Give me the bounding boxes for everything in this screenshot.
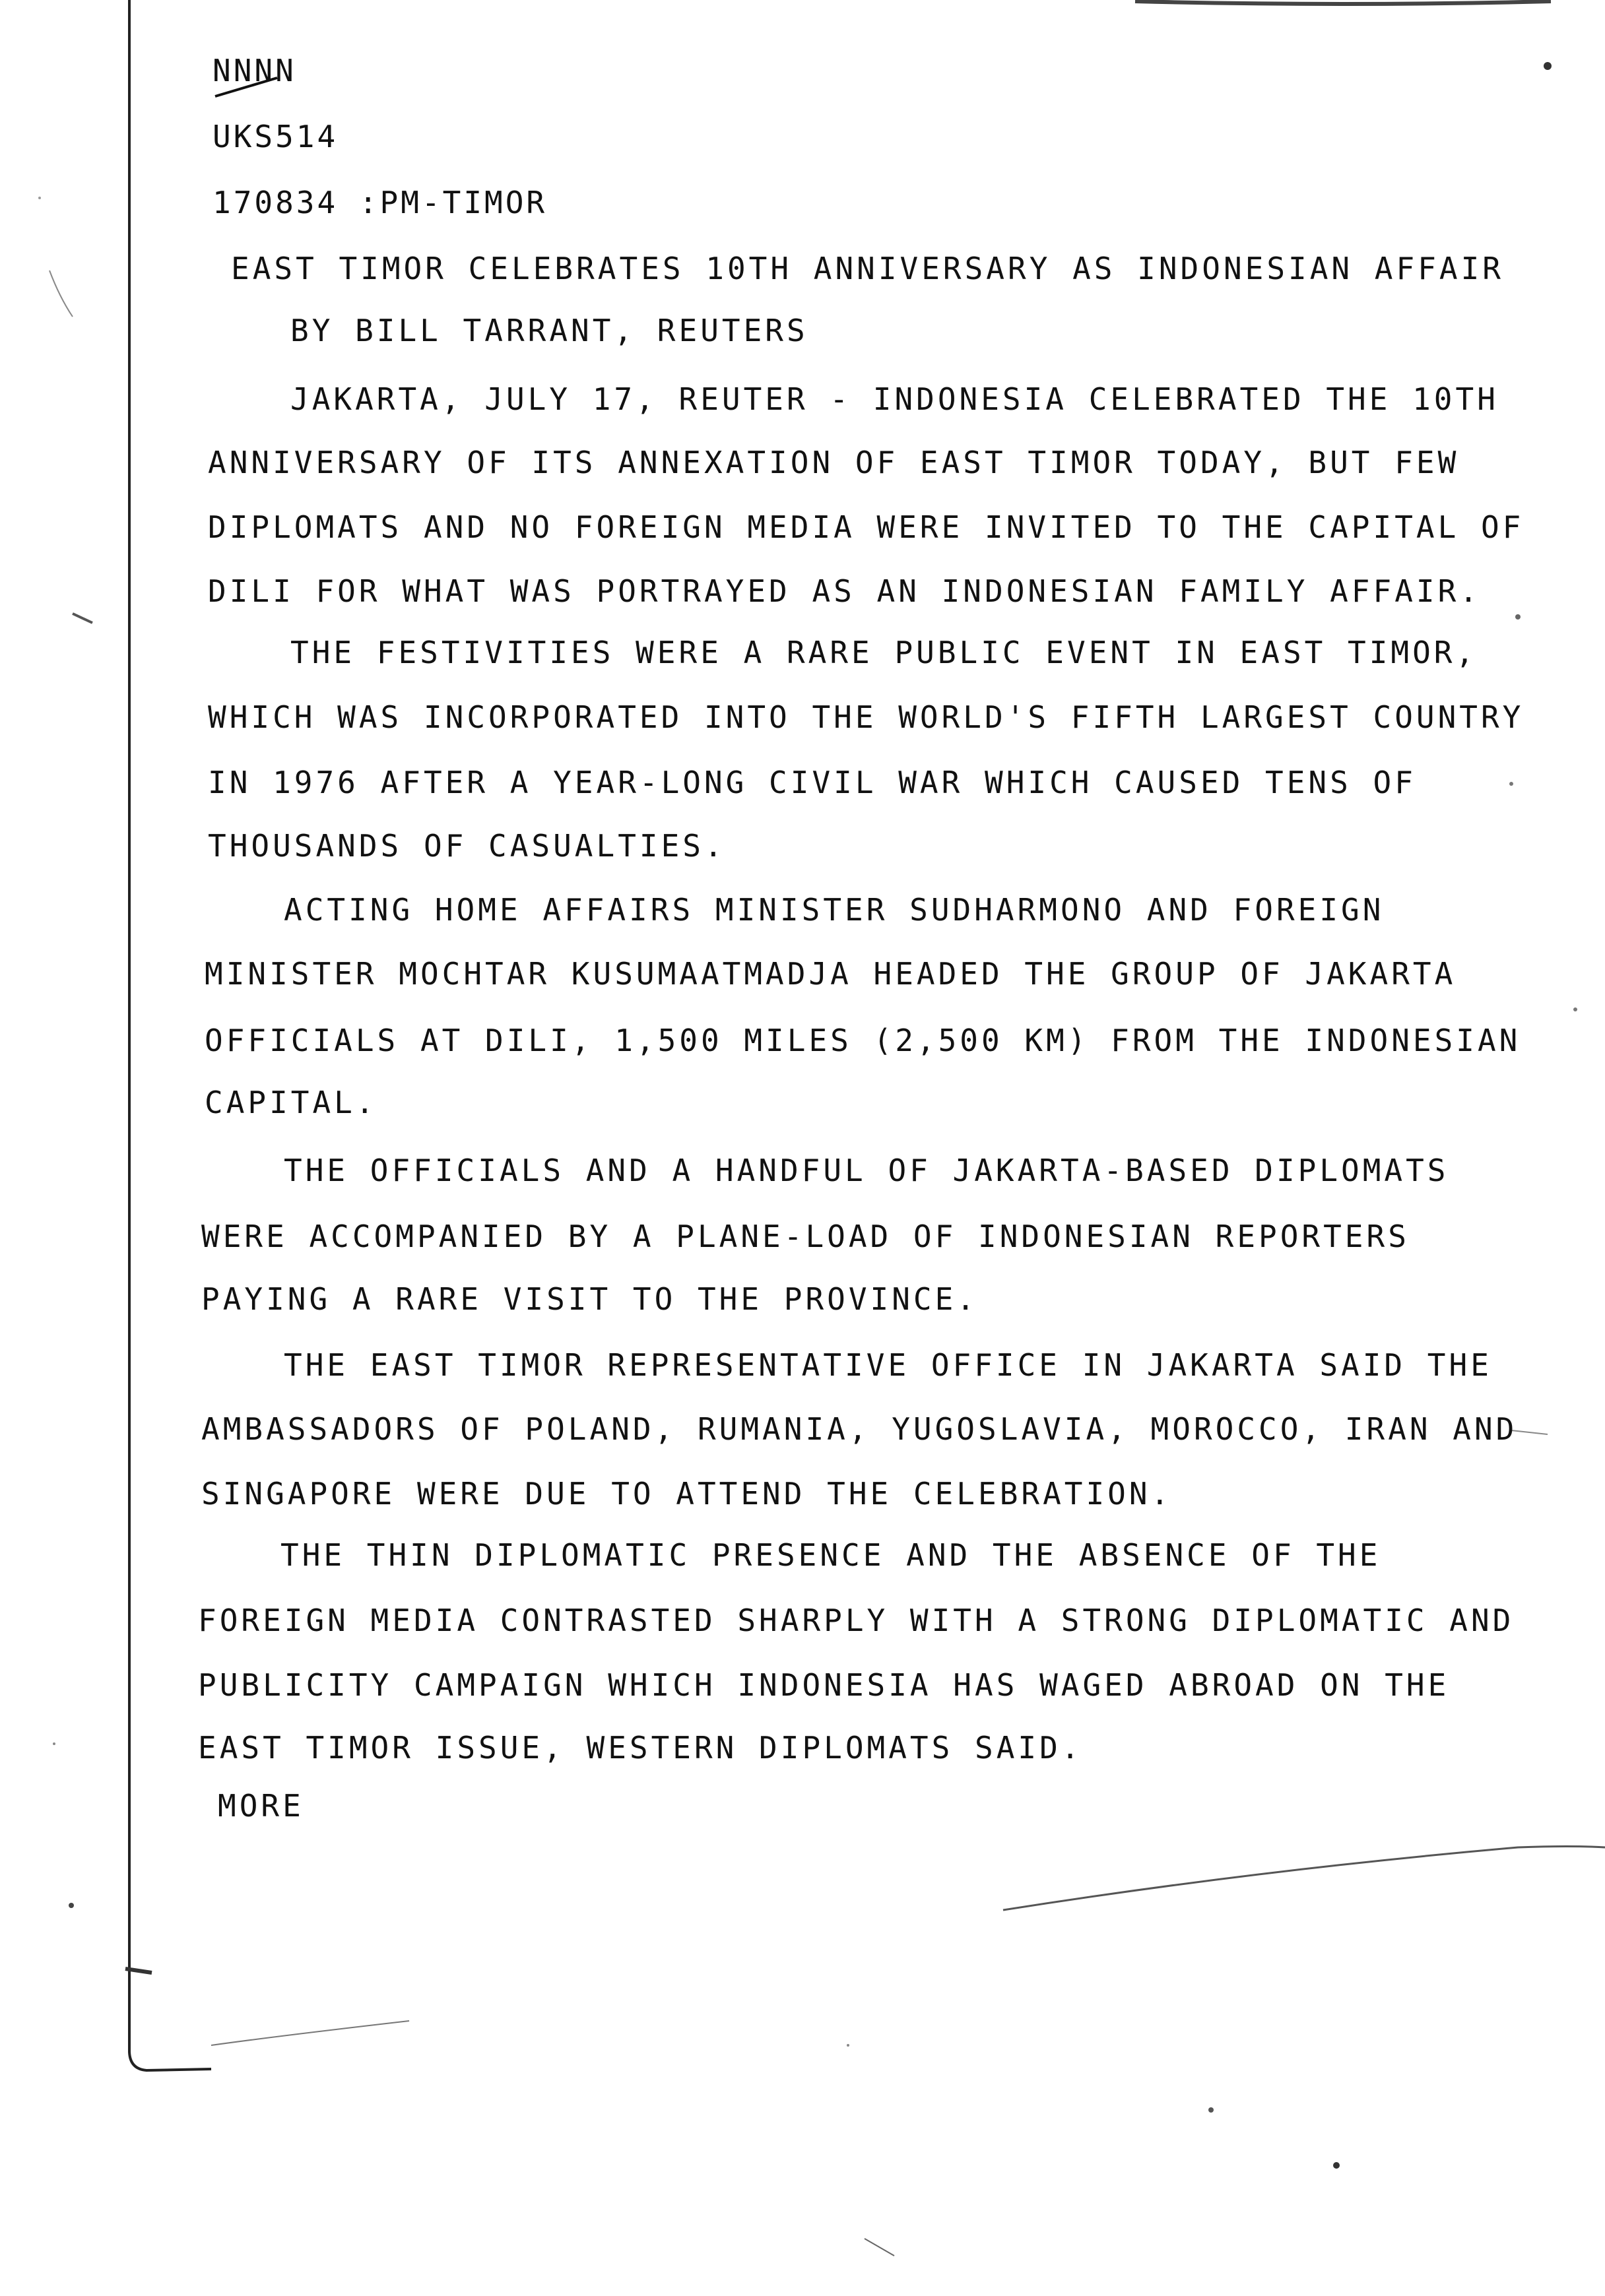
footer-more: MORE (218, 1788, 304, 1824)
paragraph-6-line-2: FOREIGN MEDIA CONTRASTED SHARPLY WITH A STRONG DIPLOMATIC AND (198, 1603, 1515, 1638)
paragraph-4-line-2: WERE ACCOMPANIED BY A PLANE-LOAD OF INDONESIAN REPORTERS (201, 1219, 1410, 1254)
paragraph-1-line-1: JAKARTA, JULY 17, REUTER - INDONESIA CELEBRATED THE 10TH (290, 381, 1499, 417)
paragraph-6-line-3: PUBLICITY CAMPAIGN WHICH INDONESIA HAS WAGED ABROAD ON THE (198, 1667, 1450, 1703)
paragraph-2-line-3: IN 1976 AFTER A YEAR-LONG CIVIL WAR WHICH CAUSED TENS OF (208, 765, 1416, 800)
paragraph-6-line-4: EAST TIMOR ISSUE, WESTERN DIPLOMATS SAID. (198, 1730, 1083, 1766)
paragraph-1-line-3: DIPLOMATS AND NO FOREIGN MEDIA WERE INVITED TO THE CAPITAL OF (208, 509, 1524, 545)
paragraph-6-line-1: THE THIN DIPLOMATIC PRESENCE AND THE ABSENCE OF THE (280, 1537, 1381, 1573)
paragraph-4-line-3: PAYING A RARE VISIT TO THE PROVINCE. (201, 1281, 978, 1317)
paragraph-3-line-2: MINISTER MOCHTAR KUSUMAATMADJA HEADED THE GROUP OF JAKARTA (205, 956, 1457, 992)
paragraph-3-line-1: ACTING HOME AFFAIRS MINISTER SUDHARMONO AND FOREIGN (284, 892, 1385, 928)
story-headline: EAST TIMOR CELEBRATES 10TH ANNIVERSARY AS INDONESIAN AFFAIR (231, 251, 1504, 286)
paragraph-1-line-2: ANNIVERSARY OF ITS ANNEXATION OF EAST TIMOR TODAY, BUT FEW (208, 445, 1460, 480)
paragraph-4-line-1: THE OFFICIALS AND A HANDFUL OF JAKARTA-BASED DIPLOMATS (284, 1153, 1449, 1188)
paragraph-3-line-4: CAPITAL. (205, 1085, 377, 1120)
story-byline: BY BILL TARRANT, REUTERS (290, 313, 808, 348)
paragraph-5-line-2: AMBASSADORS OF POLAND, RUMANIA, YUGOSLAVIA, MOROCCO, IRAN AND (201, 1411, 1518, 1447)
header-code-line-2: UKS514 (213, 119, 339, 154)
header-code-line-1: NNNN (213, 53, 296, 88)
paragraph-2-line-2: WHICH WAS INCORPORATED INTO THE WORLD'S FIFTH LARGEST COUNTRY (208, 699, 1524, 735)
paragraph-5-line-1: THE EAST TIMOR REPRESENTATIVE OFFICE IN JAKARTA SAID THE (284, 1347, 1492, 1383)
paragraph-5-line-3: SINGAPORE WERE DUE TO ATTEND THE CELEBRATION. (201, 1476, 1173, 1512)
header-code-line-3: 170834 :PM-TIMOR (213, 185, 548, 220)
paragraph-3-line-3: OFFICIALS AT DILI, 1,500 MILES (2,500 KM) FROM THE INDONESIAN (205, 1023, 1521, 1058)
paragraph-2-line-1: THE FESTIVITIES WERE A RARE PUBLIC EVENT IN EAST TIMOR, (290, 635, 1478, 670)
paragraph-1-line-4: DILI FOR WHAT WAS PORTRAYED AS AN INDONESIAN FAMILY AFFAIR. (208, 573, 1481, 609)
paragraph-2-line-4: THOUSANDS OF CASUALTIES. (208, 828, 726, 864)
